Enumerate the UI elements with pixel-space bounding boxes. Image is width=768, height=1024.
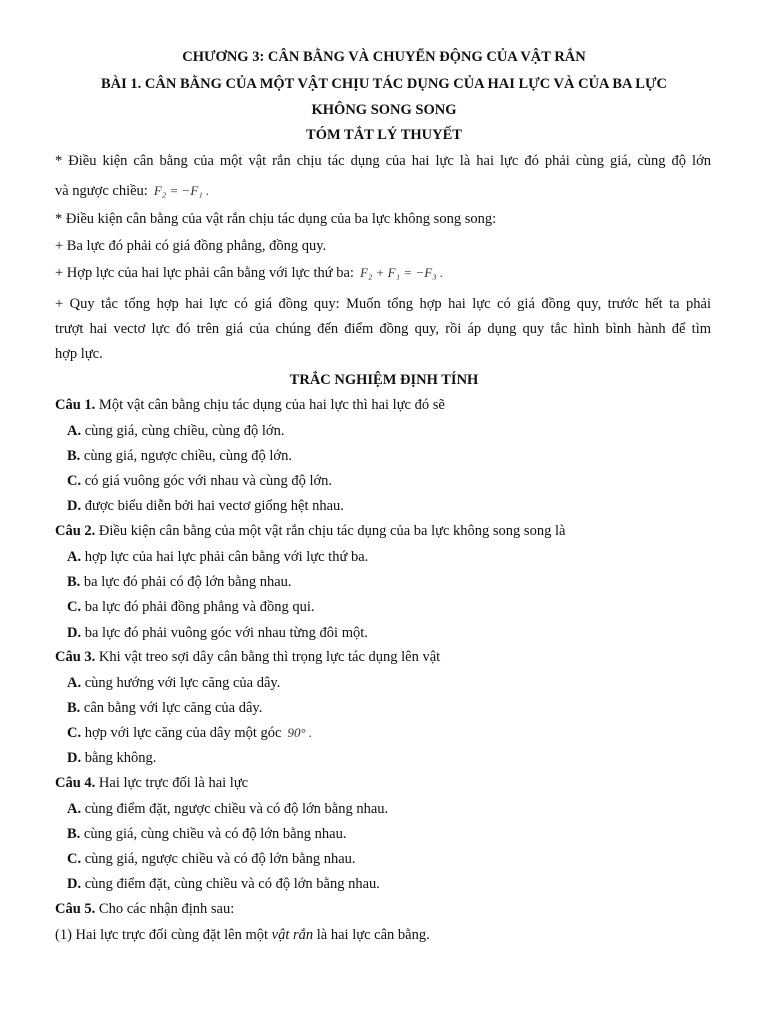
- option-text: cân bằng với lực căng của dây.: [83, 700, 263, 716]
- option-text: hợp với lực căng của dây một góc: [84, 725, 282, 741]
- option-4b: [67, 826, 346, 843]
- option-1c: [67, 473, 332, 490]
- theory-p5-line3: hợp lực.: [55, 346, 103, 362]
- angle-value: 90° .: [287, 725, 313, 740]
- option-text: cùng điểm đặt, ngược chiều và có độ lớn bằng nhau.: [84, 801, 389, 817]
- formula-two-forces: F₂ = −F₁ .: [153, 183, 210, 198]
- option-2c: [67, 599, 314, 616]
- option-key: D.: [67, 750, 82, 766]
- question-text: Điều kiện cân bằng của một vật rắn chịu tác dụng của ba lực không song song là: [98, 523, 566, 539]
- question-5: [55, 901, 711, 918]
- statement-suffix: là hai lực cân bằng.: [316, 927, 430, 943]
- formula-three-forces: F₂ + F₁ = −F₃ .: [359, 265, 444, 280]
- option-text: cùng giá, ngược chiều, cùng độ lớn.: [83, 448, 292, 464]
- option-text: cùng điểm đặt, cùng chiều và có độ lớn bằng nhau.: [84, 876, 380, 892]
- option-key: C.: [67, 599, 82, 615]
- option-key: C.: [67, 725, 82, 741]
- option-key: B.: [67, 700, 81, 716]
- option-text: bằng không.: [84, 750, 157, 766]
- option-4d: [67, 876, 380, 893]
- statement-1: [55, 927, 711, 944]
- summary-title: TÓM TẮT LÝ THUYẾT: [306, 127, 462, 143]
- question-2: [55, 523, 711, 540]
- option-key: A.: [67, 549, 82, 565]
- option-1b: [67, 448, 292, 465]
- question-label: Câu 5.: [55, 901, 96, 917]
- option-text: hợp lực của hai lực phải cân bằng với lực thứ ba.: [84, 549, 369, 565]
- option-4a: [67, 801, 388, 818]
- option-key: D.: [67, 625, 82, 641]
- question-text: Một vật cân bằng chịu tác dụng của hai lực thì hai lực đó sẽ: [98, 397, 445, 413]
- theory-p1-line2: [55, 183, 711, 200]
- quiz-title: TRẮC NGHIỆM ĐỊNH TÍNH: [289, 372, 479, 388]
- option-text: cùng giá, ngược chiều và có độ lớn bằng nhau.: [84, 851, 356, 867]
- question-text: Hai lực trực đối là hai lực: [98, 775, 249, 791]
- statement-prefix: (1) Hai lực trực đối cùng đặt lên một: [55, 927, 269, 943]
- theory-p4-text: + Hợp lực của hai lực phải cân bằng với lực thứ ba:: [55, 265, 354, 281]
- option-key: B.: [67, 448, 81, 464]
- option-key: D.: [67, 876, 82, 892]
- option-key: A.: [67, 801, 82, 817]
- option-2d: [67, 625, 368, 642]
- option-3b: [67, 700, 262, 717]
- theory-p5-line1: + Quy tắc tổng hợp hai lực có giá đồng quy: Muốn tổng hợp hai lực có giá đồng quy, trước hết ta phải: [55, 296, 711, 312]
- option-text: ba lực đó phải đồng phẳng và đồng qui.: [84, 599, 315, 615]
- option-text: cùng giá, cùng chiều và có độ lớn bằng nhau.: [83, 826, 347, 842]
- statement-emphasis: vật rắn: [271, 927, 314, 943]
- option-key: B.: [67, 574, 81, 590]
- option-3c: [67, 725, 312, 742]
- theory-p1-line1: * Điều kiện cân bằng của một vật rắn chịu tác dụng của hai lực là hai lực đó phải cùng giá, cùng độ lớn: [55, 153, 711, 169]
- question-label: Câu 1.: [55, 397, 96, 413]
- lesson-title-line2: KHÔNG SONG SONG: [311, 102, 457, 118]
- theory-p5-line2: trượt hai vectơ lực đó trên giá của chúng đến điểm đồng quy, rồi áp dụng quy tắc hình bình hành để tìm: [55, 321, 711, 337]
- option-text: cùng hướng với lực căng của dây.: [84, 675, 281, 691]
- option-key: C.: [67, 851, 82, 867]
- option-text: được biểu diễn bởi hai vectơ giống hệt nhau.: [84, 498, 344, 514]
- option-key: A.: [67, 675, 82, 691]
- question-label: Câu 4.: [55, 775, 96, 791]
- option-text: cùng giá, cùng chiều, cùng độ lớn.: [84, 423, 285, 439]
- option-text: ba lực đó phải có độ lớn bằng nhau.: [83, 574, 292, 590]
- option-key: D.: [67, 498, 82, 514]
- theory-p3: + Ba lực đó phải có giá đồng phẳng, đồng quy.: [55, 238, 327, 254]
- option-3a: [67, 675, 280, 692]
- question-label: Câu 3.: [55, 649, 96, 665]
- option-2a: [67, 549, 368, 566]
- option-key: B.: [67, 826, 81, 842]
- theory-p1-text: và ngược chiều:: [55, 183, 148, 199]
- option-text: ba lực đó phải vuông góc với nhau từng đôi một.: [84, 625, 368, 641]
- question-label: Câu 2.: [55, 523, 96, 539]
- option-key: C.: [67, 473, 82, 489]
- theory-p4: [55, 265, 711, 282]
- question-text: Khi vật treo sợi dây cân bằng thì trọng lực tác dụng lên vật: [98, 649, 441, 665]
- question-text: Cho các nhận định sau:: [98, 901, 235, 917]
- option-4c: [67, 851, 356, 868]
- option-text: có giá vuông góc với nhau và cùng độ lớn.: [84, 473, 333, 489]
- question-3: [55, 649, 711, 666]
- chapter-title: CHƯƠNG 3: CÂN BẰNG VÀ CHUYỂN ĐỘNG CỦA VẬT RẮN: [182, 49, 586, 65]
- option-1d: [67, 498, 344, 515]
- option-3d: [67, 750, 156, 767]
- option-1a: [67, 423, 284, 440]
- question-4: [55, 775, 711, 792]
- theory-p2: * Điều kiện cân bằng của vật rắn chịu tác dụng của ba lực không song song:: [55, 211, 497, 227]
- option-2b: [67, 574, 292, 591]
- lesson-title-line1: BÀI 1. CÂN BẰNG CỦA MỘT VẬT CHỊU TÁC DỤNG CỦA HAI LỰC VÀ CỦA BA LỰC: [101, 76, 667, 92]
- option-key: A.: [67, 423, 82, 439]
- question-1: [55, 397, 711, 414]
